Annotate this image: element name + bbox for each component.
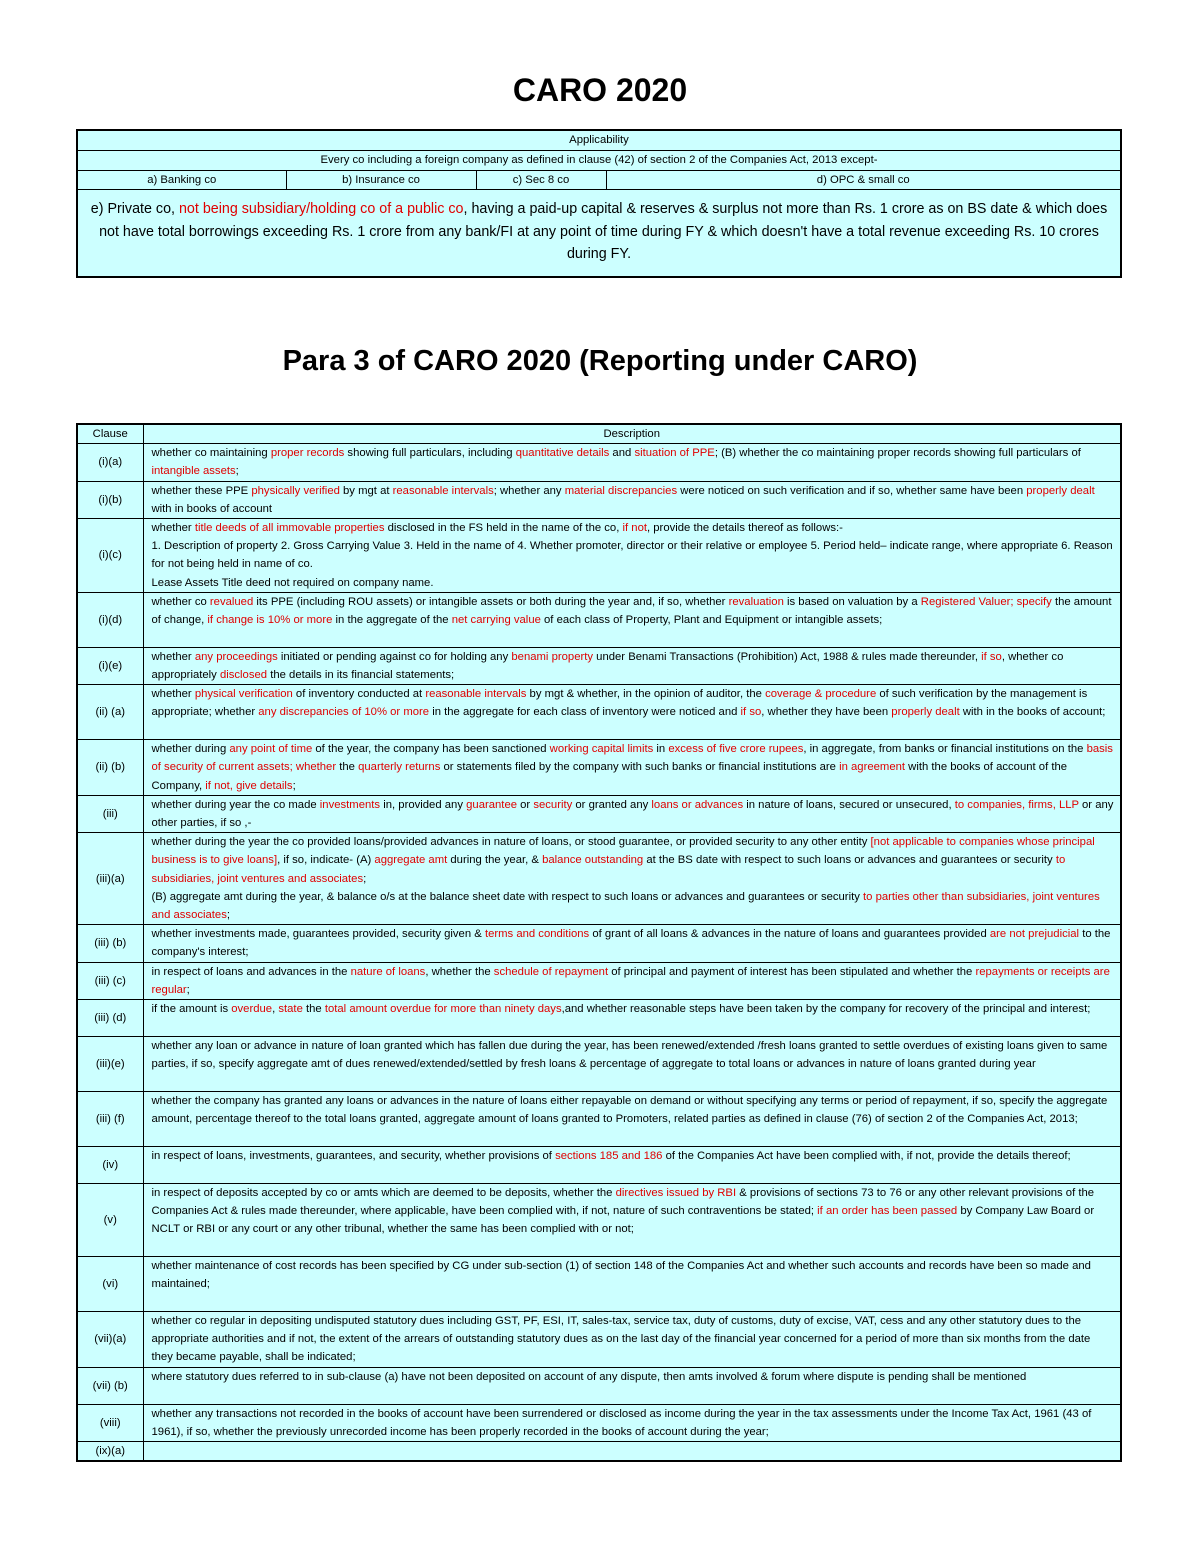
highlight-text: total amount overdue for more than ninety days — [324, 1003, 562, 1016]
highlight-text: revaluation — [728, 595, 784, 608]
description-text: or — [517, 798, 534, 811]
description-text: under Benami Transactions (Prohibition) Act, 1988 & rules made thereunder, — [593, 650, 982, 663]
description-text: and — [609, 447, 635, 460]
description-text: initiated or pending against co for holding any — [277, 650, 512, 663]
description-text: , in aggregate, from banks or financial institutions on the — [803, 743, 1087, 756]
clause-cell: (vi) — [77, 1257, 143, 1312]
description-cell — [143, 647, 1121, 684]
description-text: to the company's interest; — [151, 928, 1111, 959]
table-row — [77, 795, 1121, 832]
highlight-text: if so — [981, 650, 1002, 663]
highlight-text: in agreement — [839, 761, 906, 774]
description-text: or any other parties, if so ,- — [151, 798, 1114, 830]
highlight-text: if not — [622, 522, 647, 535]
description-text: whether — [151, 650, 195, 663]
highlight-text: directives issued by RBI — [615, 1187, 737, 1200]
table-row — [77, 1000, 1121, 1037]
highlight-text: net carrying value — [451, 614, 541, 627]
highlight-text: working capital limits — [549, 743, 654, 756]
description-text: of inventory conducted at — [292, 688, 426, 701]
highlight-text: any proceedings — [194, 650, 278, 663]
exception-sec8: c) Sec 8 co — [476, 170, 606, 189]
description-text: , whether the — [425, 965, 494, 978]
table-row — [77, 1257, 1121, 1312]
description-text: ; — [186, 983, 190, 996]
description-text: of the Companies Act have been complied with, if not, provide the details thereof; — [662, 1150, 1071, 1163]
description-cell — [143, 1312, 1121, 1368]
clause-cell: (iv) — [77, 1147, 143, 1184]
highlight-text: investments — [319, 798, 381, 811]
table-row — [77, 481, 1121, 518]
description-cell — [143, 833, 1121, 925]
clause-cell: (vii)(a) — [77, 1312, 143, 1368]
description-cell — [143, 1092, 1121, 1147]
description-text: whether during the year the co provided loans/provided advances in nature of loans, or stood guarantee, or provided security to any other entity — [151, 836, 871, 849]
highlight-text: coverage & procedure — [765, 688, 877, 701]
description-text: in respect of loans and advances in the — [151, 965, 351, 978]
description-line: Lease Assets Title deed not required on company name. — [151, 576, 434, 589]
description-text: in respect of loans, investments, guarantees, and security, whether provisions of — [151, 1150, 556, 1163]
description-cell — [143, 925, 1121, 962]
clause-cell: (iii) — [77, 795, 143, 832]
highlight-text: guarantee — [466, 798, 518, 811]
description-cell — [143, 1367, 1121, 1404]
description-text: ; — [235, 465, 239, 478]
highlight-text: if an order has been passed — [817, 1205, 958, 1218]
description-text: in, provided any — [380, 798, 467, 811]
description-text: its PPE (including ROU assets) or intangible assets or both during the year and, if so, whether — [253, 595, 729, 608]
highlight-text: basis of security of current assets; whether — [151, 743, 1113, 774]
clause-cell: (viii) — [77, 1404, 143, 1441]
highlight-text: quarterly returns — [358, 761, 441, 774]
description-cell — [143, 1037, 1121, 1092]
highlight-text: physical verification — [194, 688, 293, 701]
description-text: of each class of Property, Plant and Equipment or intangible assets; — [540, 614, 883, 627]
description-cell — [143, 1000, 1121, 1037]
table-row — [77, 444, 1121, 481]
description-cell — [143, 444, 1121, 481]
table-row — [77, 1367, 1121, 1404]
description-text: in nature of loans, secured or unsecured, — [743, 798, 955, 811]
description-text: or granted any — [572, 798, 652, 811]
description-text: if the amount is — [151, 1003, 232, 1016]
description-text: during the year, & — [447, 854, 543, 867]
highlight-text: if change is 10% or more — [207, 614, 333, 627]
table-row — [77, 1404, 1121, 1441]
clause-cell: (iii) (c) — [77, 962, 143, 999]
highlight-text: reasonable intervals — [425, 688, 527, 701]
highlight-text: terms and conditions — [484, 928, 590, 941]
highlight-text: overdue — [231, 1003, 273, 1016]
highlight-text: sections 185 and 186 — [555, 1150, 663, 1163]
applicability-table — [76, 129, 1122, 278]
exception-insurance: b) Insurance co — [286, 170, 476, 189]
description-text: disclosed in the FS held in the name of the co, — [384, 522, 623, 535]
description-text: ; whether any — [493, 484, 565, 497]
description-text: of the year, the company has been sanctioned — [312, 743, 550, 756]
description-text: whether any loan or advance in nature of loan granted which has fallen due during the year, has been renewed/extended /fresh loans granted to settle overdues of existing loans given to same parties, if so, specify aggregate amt of dues renewed/extended/settled by fresh loans & percentage of aggregate to total loans or advances in nature of loans granted during year — [151, 1040, 1108, 1071]
description-text: of principal and payment of interest has been stipulated and whether the — [608, 965, 976, 978]
description-text: , — [272, 1003, 279, 1016]
description-text: in the aggregate for each class of inventory were noticed and — [429, 706, 741, 719]
exception-e-text: e) Private co, — [90, 201, 179, 218]
description-cell — [143, 481, 1121, 518]
highlight-text: state — [278, 1003, 303, 1016]
description-text: the — [336, 761, 359, 774]
clause-cell: (iii)(e) — [77, 1037, 143, 1092]
description-text: whether co maintaining — [151, 447, 271, 460]
highlight-text: reasonable intervals — [392, 484, 494, 497]
clause-cell: (i)(c) — [77, 519, 143, 593]
description-cell — [143, 1257, 1121, 1312]
exception-opc: d) OPC & small co — [606, 170, 1121, 189]
table-row — [77, 833, 1121, 925]
description-line: 1. Description of property 2. Gross Carrying Value 3. Held in the name of 4. Whether promoter, director or their relative or employee 5. Period held– indicate range, where appropriate 6. Reason for not being held in name of co. — [151, 540, 1113, 571]
highlight-text: excess of five crore rupees — [668, 743, 804, 756]
para-title: Para 3 of CARO 2020 (Reporting under CARO) — [282, 345, 918, 377]
exception-private-co — [77, 189, 1121, 277]
description-text: were noticed on such verification and if so, whether same have been — [677, 484, 1027, 497]
highlight-text: benami property — [511, 650, 594, 663]
table-row — [77, 1442, 1121, 1462]
description-text: whether during — [151, 743, 230, 756]
description-text: in the aggregate of the — [332, 614, 452, 627]
table-row — [77, 925, 1121, 962]
clause-cell: (i)(a) — [77, 444, 143, 481]
clause-cell: (ii) (b) — [77, 740, 143, 796]
highlight-text: security — [533, 798, 573, 811]
table-row — [77, 1147, 1121, 1184]
clause-cell: (vii) (b) — [77, 1367, 143, 1404]
table-row — [77, 1312, 1121, 1368]
description-cell — [143, 962, 1121, 999]
highlight-text: properly dealt — [891, 706, 960, 719]
description-text: showing full particulars, including — [344, 447, 516, 460]
highlight-text: aggregate amt — [374, 854, 448, 867]
description-text: of grant of all loans & advances in the nature of loans and guarantees provided — [589, 928, 990, 941]
highlight-text: intangible assets — [151, 465, 236, 478]
exception-e-text-rest: , having a paid-up capital & reserves & surplus not more than Rs. 1 crore as on BS date & which does not have total borrowings exceeding Rs. 1 crore from any bank/FI at any point of time during FY & which doesn't have a total revenue exceeding Rs. 10 crores during FY. — [99, 201, 1108, 263]
description-cell — [143, 1442, 1121, 1462]
highlight-text: to companies, firms, LLP — [954, 798, 1079, 811]
description-text: , provide the details thereof as follows:- — [647, 522, 843, 535]
description-text: with in the books of account; — [959, 706, 1106, 719]
description-text: the — [302, 1003, 325, 1016]
table-row — [77, 685, 1121, 740]
exception-banking: a) Banking co — [77, 170, 286, 189]
description-text: whether any transactions not recorded in the books of account have been surrendered or disclosed as income during the year in the tax assessments under the Income Tax Act, 1961 (43 of 1961), if so, whether the previously unrecorded income has been properly recorded in the books of account during the year; — [151, 1407, 1092, 1438]
description-cell — [143, 1404, 1121, 1441]
highlight-text: repayments or receipts are regular — [151, 965, 1110, 996]
highlight-text: balance outstanding — [542, 854, 644, 867]
description-header: Description — [143, 424, 1121, 444]
page-title: CARO 2020 — [512, 72, 688, 108]
highlight-text: are not prejudicial — [989, 928, 1080, 941]
description-text: is based on valuation by a — [783, 595, 921, 608]
description-text: at the BS date with respect to such loans or advances and guarantees or security — [643, 854, 1056, 867]
description-text: with in books of account — [151, 502, 273, 515]
table-row — [77, 1184, 1121, 1257]
clause-cell: (i)(b) — [77, 481, 143, 518]
clause-cell: (i)(d) — [77, 592, 143, 647]
description-text: (B) aggregate amt during the year, & balance o/s at the balance sheet date with respect to such loans or advances and guarantees or security — [151, 890, 864, 903]
highlight-text: disclosed — [219, 669, 268, 682]
table-row — [77, 1037, 1121, 1092]
description-text: whether co regular in depositing undisputed statutory dues including GST, PF, ESI, IT, sales-tax, service tax, duty of customs, duty of excise, VAT, cess and any other statutory dues to the appropriate authorities and if not, the extent of the arrears of outstanding statutory dues as on the last day of the financial year concerned for a period of more than six months from the date they became payable, shall be indicated; — [151, 1315, 1091, 1364]
description-text: by mgt & whether, in the opinion of auditor, the — [526, 688, 766, 701]
description-text: ; — [226, 909, 231, 922]
description-text: , whether co appropriately — [151, 650, 1064, 682]
description-cell — [143, 1184, 1121, 1257]
clause-cell: (ii) (a) — [77, 685, 143, 740]
description-text: ,and whether reasonable steps have been taken by the company for recovery of the principal and interest; — [561, 1003, 1091, 1016]
highlight-text: revalued — [209, 595, 254, 608]
description-text: where statutory dues referred to in sub-clause (a) have not been deposited on account of any dispute, then amts involved & forum where dispute is pending shall be mentioned — [151, 1370, 1027, 1383]
description-text: ; — [292, 779, 296, 792]
description-text: whether during year the co made — [151, 798, 320, 811]
description-text: by mgt at — [339, 484, 393, 497]
highlight-text: title deeds of all immovable properties — [194, 522, 385, 535]
applicability-intro: Every co including a foreign company as defined in clause (42) of section 2 of the Companies Act, 2013 except- — [77, 150, 1121, 170]
clause-cell: (iii) (f) — [77, 1092, 143, 1147]
highlight-text: properly dealt — [1026, 484, 1095, 497]
highlight-text: physically verified — [251, 484, 340, 497]
clause-cell: (i)(e) — [77, 647, 143, 684]
description-cell — [143, 519, 1121, 593]
highlight-text: schedule of repayment — [493, 965, 609, 978]
description-text: & provisions of sections 73 to 76 or any other relevant provisions of the Companies Act & rules made thereunder, where applicable, have been complied with, if not, nature of such contraventions be stated; — [151, 1187, 1095, 1218]
highlight-text: proper records — [270, 447, 345, 460]
reporting-table — [76, 423, 1122, 1462]
description-text: ; — [363, 872, 367, 885]
description-cell — [143, 685, 1121, 740]
highlight-text: to subsidiaries, joint ventures and associates — [151, 854, 1066, 885]
description-text: or statements filed by the company with such banks or financial institutions are — [440, 761, 840, 774]
description-text: by Company Law Board or NCLT or RBI or any court or any other tribunal, whether the same has been complied with or not; — [151, 1205, 1095, 1236]
highlight-text: nature of loans — [350, 965, 426, 978]
description-cell — [143, 1147, 1121, 1184]
table-row — [77, 647, 1121, 684]
description-text: the amount of change, — [151, 595, 1112, 627]
highlight-text: loans or advances — [651, 798, 744, 811]
description-cell — [143, 795, 1121, 832]
description-text: , whether they have been — [761, 706, 892, 719]
description-cell — [143, 592, 1121, 647]
highlight-text: if not, give details — [205, 779, 293, 792]
table-row — [77, 1092, 1121, 1147]
table-row — [77, 592, 1121, 647]
highlight-text: any discrepancies of 10% or more — [258, 706, 430, 719]
table-row — [77, 519, 1121, 593]
clause-cell: (ix)(a) — [77, 1442, 143, 1462]
description-text: ; (B) whether the co maintaining proper records showing full particulars of — [714, 447, 1081, 460]
description-text: whether the company has granted any loans or advances in the nature of loans either repayable on demand or without specifying any terms or period of repayment, if so, specify the aggregate amount, percentage thereof to the total loans granted, aggregate amount of loans granted to Promoters, related parties as defined in clause (76) of section 2 of the Companies Act, 2013; — [151, 1095, 1108, 1126]
clause-cell: (iii) (b) — [77, 925, 143, 962]
description-text: the details in its financial statements; — [267, 669, 455, 682]
description-text: whether — [151, 522, 195, 535]
highlight-text: quantitative details — [515, 447, 610, 460]
exception-e-highlight: not being subsidiary/holding co of a public co — [178, 201, 464, 218]
description-text: whether investments made, guarantees provided, security given & — [151, 928, 485, 941]
highlight-text: material discrepancies — [564, 484, 678, 497]
description-text: with the books of account of the Company, — [151, 761, 1068, 792]
description-line — [152, 888, 1115, 924]
description-text: in respect of deposits accepted by co or amts which are deemed to be deposits, whether the — [151, 1187, 616, 1200]
highlight-text: to parties other than subsidiaries, joint ventures and associates — [151, 890, 1100, 922]
clause-cell: (iii)(a) — [77, 833, 143, 925]
clause-header: Clause — [77, 424, 143, 444]
description-text: of such verification by the management is appropriate; whether — [151, 688, 1088, 719]
description-text: , if so, indicate- (A) — [277, 854, 375, 867]
applicability-header: Applicability — [77, 130, 1121, 150]
description-text: whether — [151, 688, 195, 701]
description-text: in — [653, 743, 669, 756]
highlight-text: situation of PPE — [634, 447, 715, 460]
clause-cell: (iii) (d) — [77, 1000, 143, 1037]
description-text: whether these PPE — [151, 484, 252, 497]
highlight-text: if so — [740, 706, 762, 719]
clause-cell: (v) — [77, 1184, 143, 1257]
highlight-text: [not applicable to companies whose principal business is to give loans] — [151, 836, 1095, 867]
description-text: whether co — [151, 595, 210, 608]
highlight-text: Registered Valuer; specify — [920, 595, 1052, 608]
description-text: whether maintenance of cost records has been specified by CG under sub-section (1) of section 148 of the Companies Act and whether such accounts and records have been so made and maintained; — [151, 1260, 1091, 1291]
table-row — [77, 962, 1121, 999]
table-row — [77, 740, 1121, 796]
description-cell — [143, 740, 1121, 796]
highlight-text: any point of time — [229, 743, 313, 756]
